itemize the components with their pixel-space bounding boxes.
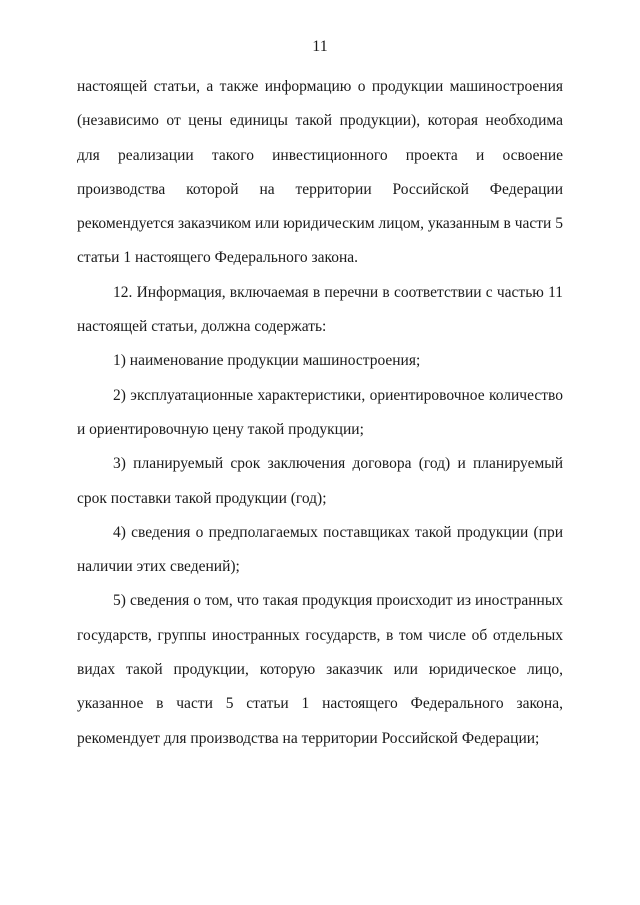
paragraph-continuation: настоящей статьи, а также информацию о продукции машиностроения (независимо от цены единицы такой продукции), которая необходима для реализации такого инвестиционного проекта и освоение производства которой на территории Российской Федерации рекомендуется заказчиком или юридическим лицом, указанным в части 5 статьи 1 настоящего Федерального закона.	[77, 78, 563, 267]
page-number: 11	[312, 38, 328, 55]
list-item-1: 1) наименование продукции машиностроения;	[113, 352, 421, 370]
list-item-4: 4) сведения о предполагаемых поставщиках такой продукции (при наличии этих сведений);	[77, 523, 563, 576]
paragraph-item-12: 12. Информация, включаемая в перечни в соответствии с частью 11 настоящей статьи, должна содержать:	[77, 283, 563, 336]
document-body	[77, 70, 563, 756]
list-item-3: 3) планируемый срок заключения договора (год) и планируемый срок поставки такой продукции (год);	[77, 455, 563, 507]
list-item-5: 5) сведения о том, что такая продукция происходит из иностранных государств, группы иностранных государств, в том числе об отдельных видах такой продукции, которую заказчик или юридическое лицо, указанное в части 5 статьи 1 настоящего Федерального закона, рекомендует для производства на территории Российской Федерации;	[77, 592, 563, 747]
list-item-2: 2) эксплуатационные характеристики, ориентировочное количество и ориентировочную цену такой продукции;	[77, 386, 563, 438]
